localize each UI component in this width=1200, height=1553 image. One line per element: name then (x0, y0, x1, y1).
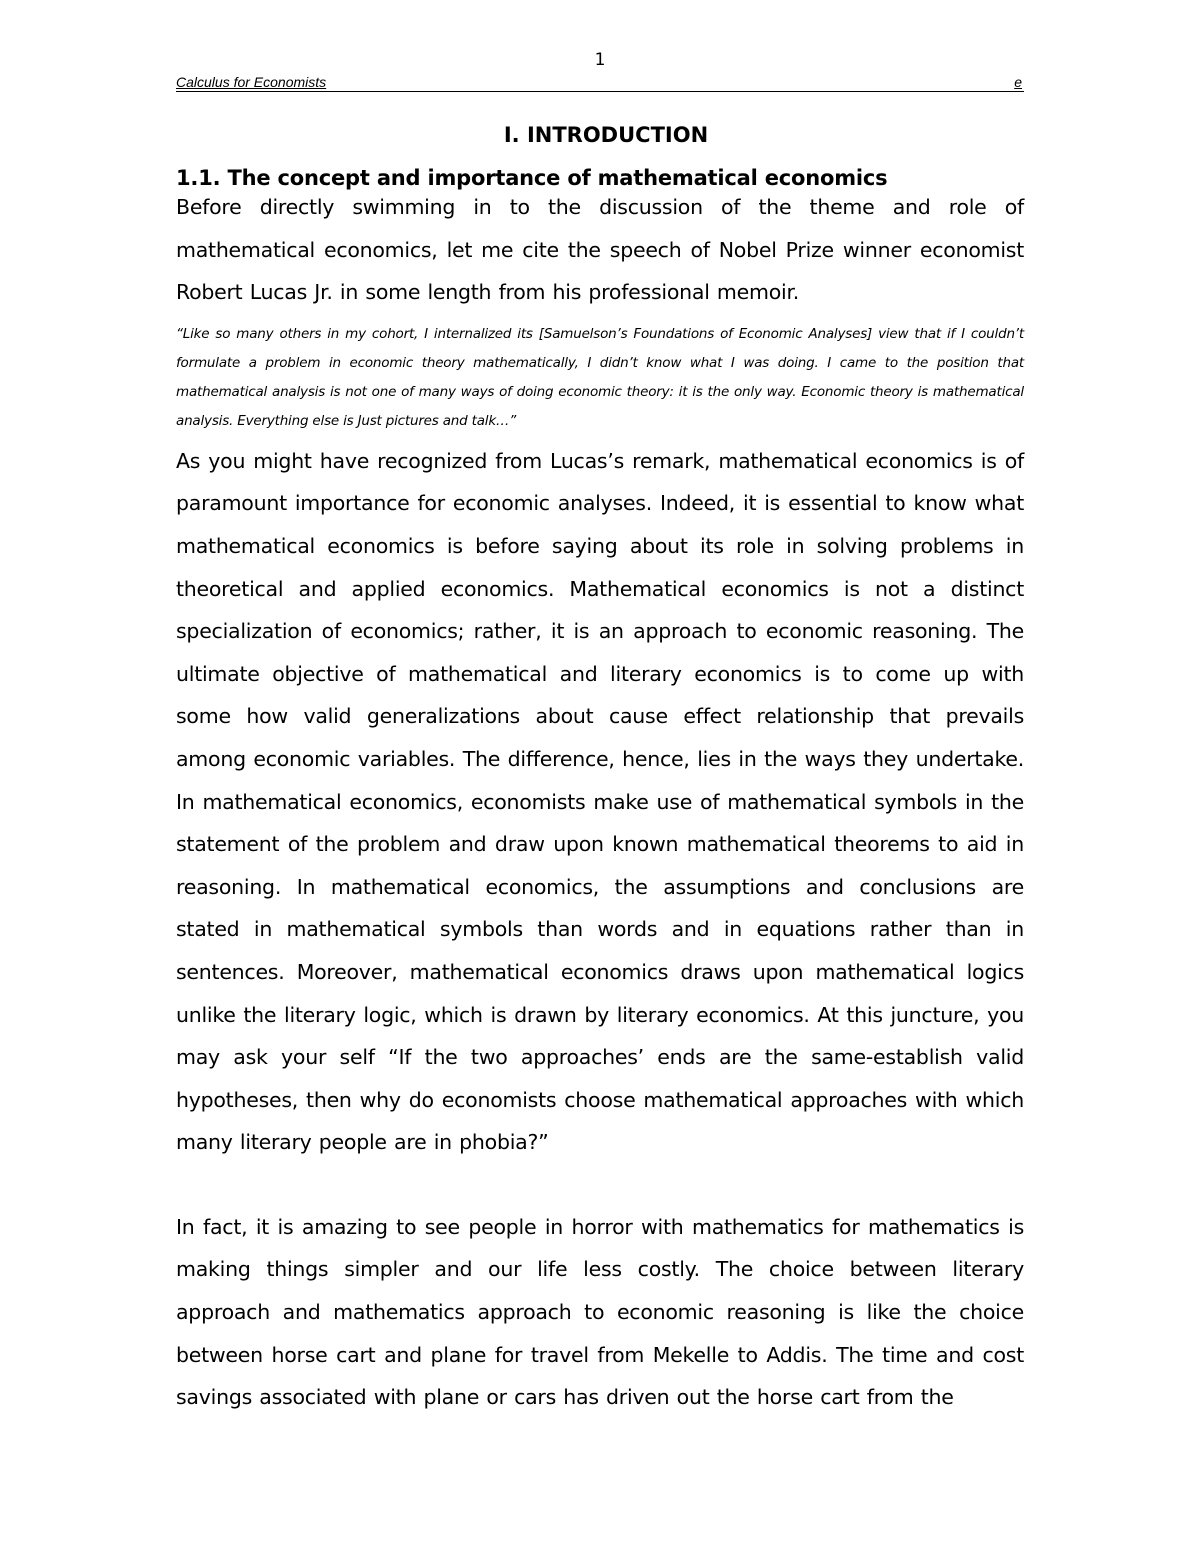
section-title: 1.1. The concept and importance of mathematical economics (176, 166, 888, 190)
body-paragraph-1: As you might have recognized from Lucas’s remark, mathematical economics is of paramount importance for economic analyses. Indeed, it is essential to know what mathematical economics is before saying about its role in solving problems in theoretical and applied economics. Mathematical economics is not a distinct specialization of economics; rather, it is an approach to economic reasoning. The ultimate objective of mathematical and literary economics is to come up with some how valid generalizations about cause effect relationship that prevails among economic variables. The difference, hence, lies in the ways they undertake. In mathematical economics, economists make use of mathematical symbols in the statement of the problem and draw upon known mathematical theorems to aid in reasoning. In mathematical economics, the assumptions and conclusions are stated in mathematical symbols than words and in equations rather than in sentences. Moreover, mathematical economics draws upon mathematical logics unlike the literary logic, which is drawn by literary economics. At this juncture, you may ask your self “If the two approaches’ ends are the same-establish valid hypotheses, then why do economists choose mathematical approaches with which many literary people are in phobia?” (176, 448, 1024, 1155)
document-body (176, 120, 1024, 1419)
body-paragraph-2: In fact, it is amazing to see people in horror with mathematics for mathematics is making things simpler and our life less costly. The choice between literary approach and mathematics approach to economic reasoning is like the choice between horse cart and plane for travel from Mekelle to Addis. The time and cost savings associated with plane or cars has driven out the horse cart from the (176, 1214, 1024, 1410)
intro-paragraph: Before directly swimming in to the discussion of the theme and role of mathematical economics, let me cite the speech of Nobel Prize winner economist Robert Lucas Jr. in some length from his professional memoir. (176, 195, 1024, 305)
header-right-mark: e (1014, 74, 1022, 90)
running-header (176, 74, 1024, 92)
page-number: 1 (594, 50, 606, 70)
chapter-title: I. INTRODUCTION (503, 123, 709, 147)
header-title: Calculus for Economists (176, 74, 327, 90)
lucas-quote: “Like so many others in my cohort, I internalized its [Samuelson’s Foundations of Economic Analyses] view that if I couldn’t formulate a problem in economic theory mathematically, I didn’t know what I was doing. I came to the position that mathematical analysis is not one of many ways of doing economic theory: it is the only way. Economic theory is mathematical analysis. Everything else is Just pictures and talk…” (176, 325, 1024, 429)
